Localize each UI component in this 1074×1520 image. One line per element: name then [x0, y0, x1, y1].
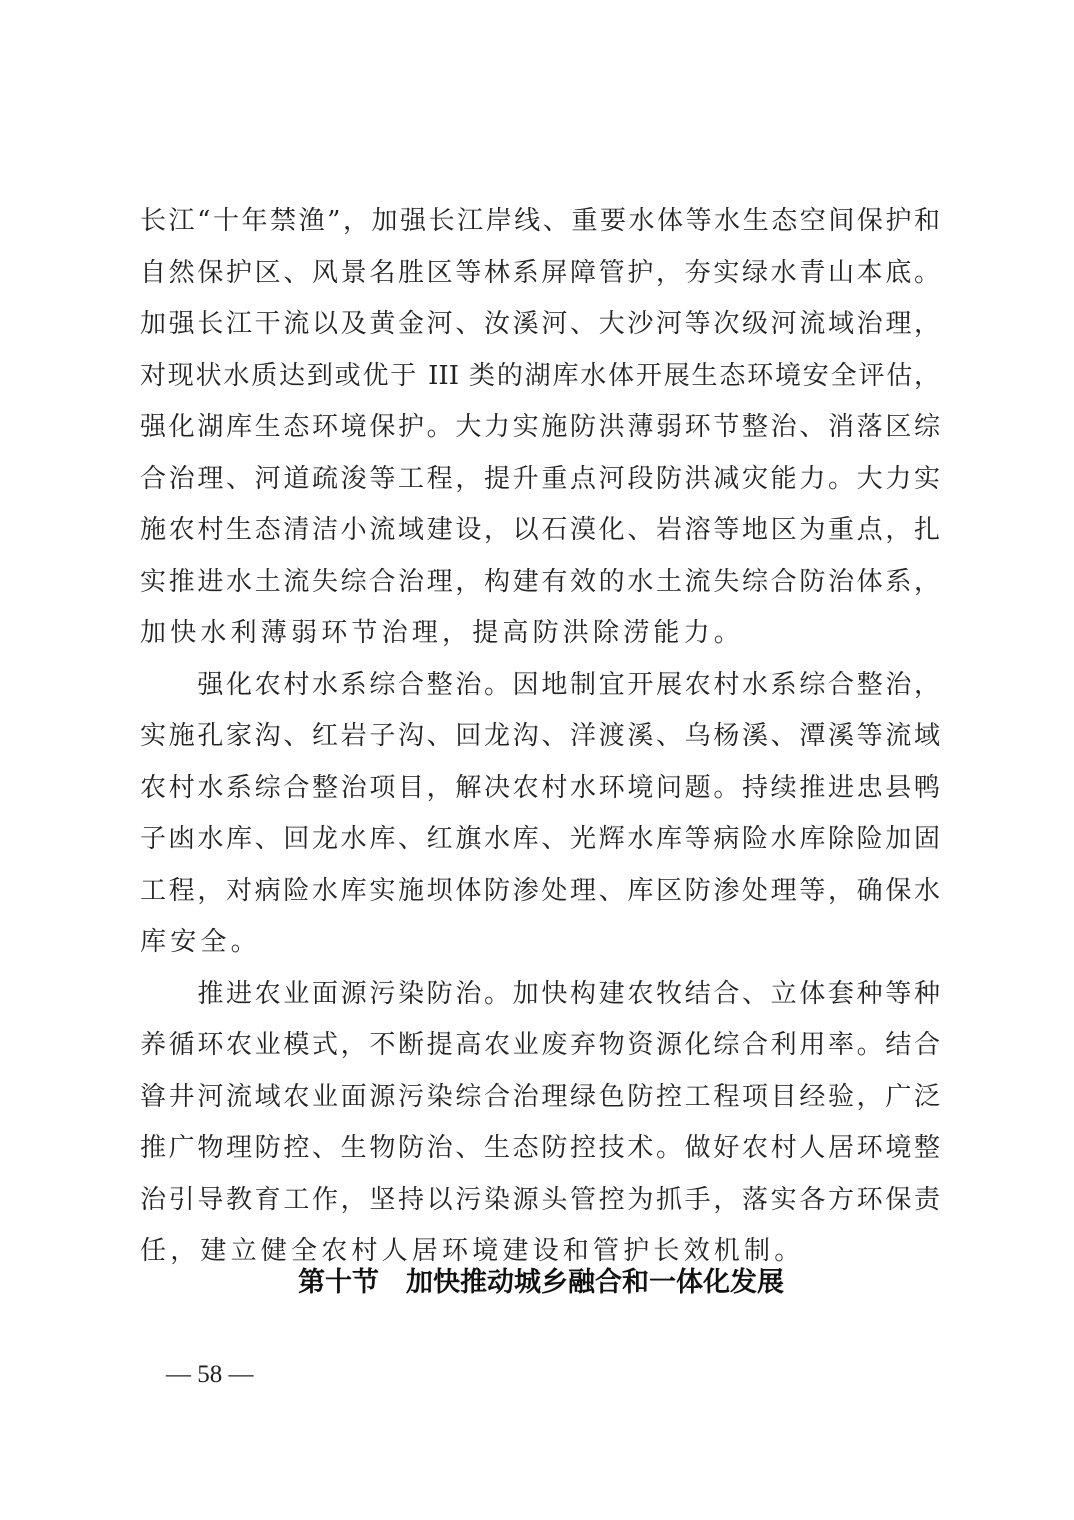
section-heading: 第十节 加快推动城乡融合和一体化发展 [298, 1267, 784, 1298]
text-line: 任，建立健全农村人居环境建设和管护长效机制。 [140, 1236, 805, 1266]
paragraph [140, 969, 940, 1278]
text-line: 实施孔家沟、红岩子沟、回龙沟、洋渡溪、乌杨溪、潭溪等流域 [140, 721, 940, 751]
body-text [140, 196, 940, 1278]
text-line: 养循环农业模式，不断提高农业废弃物资源化综合利用率。结合 [140, 1030, 940, 1060]
text-line: 长江“十年禁渔”，加强长江岸线、重要水体等水生态空间保护和 [140, 206, 940, 236]
text-line: 施农村生态清洁小流域建设，以石漠化、岩溶等地区为重点，扎 [140, 515, 940, 545]
text-line: 工程，对病险水库实施坝体防渗处理、库区防渗处理等，确保水 [140, 875, 940, 906]
text-line: 加快水利薄弱环节治理，提高防洪除涝能力。 [140, 618, 745, 648]
page-number: — 58 — [166, 1361, 254, 1388]
text-line: 治引导教育工作，坚持以污染源头管控为抓手，落实各方环保责 [140, 1184, 940, 1215]
text-line: 对现状水质达到或优于 III 类的湖库水体开展生态环境安全评估， [140, 360, 940, 391]
text-line: 强化湖库生态环境保护。大力实施防洪薄弱环节整治、消落区综 [140, 412, 940, 442]
paragraph [140, 196, 940, 660]
text-line: 加强长江干流以及黄金河、汝溪河、大沙河等次级河流域治理， [140, 309, 940, 339]
paragraph [140, 660, 940, 969]
text-line: 农村水系综合整治项目，解决农村水环境问题。持续推进忠县鸭 [140, 772, 940, 803]
text-line: 推进农业面源污染防治。加快构建农牧结合、立体套种等种 [140, 978, 940, 1009]
text-line: 实推进水土流失综合治理，构建有效的水土流失综合防治体系， [140, 566, 940, 597]
text-line: 㽏井河流域农业面源污染综合治理绿色防控工程项目经验，广泛 [140, 1081, 940, 1112]
text-line: 强化农村水系综合整治。因地制宜开展农村水系综合整治， [140, 669, 940, 700]
text-line: 库安全。 [140, 927, 261, 957]
text-line: 推广物理防控、生物防治、生态防控技术。做好农村人居环境整 [140, 1133, 940, 1163]
text-line: 合治理、河道疏浚等工程，提升重点河段防洪减灾能力。大力实 [140, 463, 940, 494]
text-line: 子凼水库、回龙水库、红旗水库、光辉水库等病险水库除险加固 [140, 824, 940, 854]
text-line: 自然保护区、风景名胜区等林系屏障管护，夯实绿水青山本底。 [140, 257, 940, 288]
